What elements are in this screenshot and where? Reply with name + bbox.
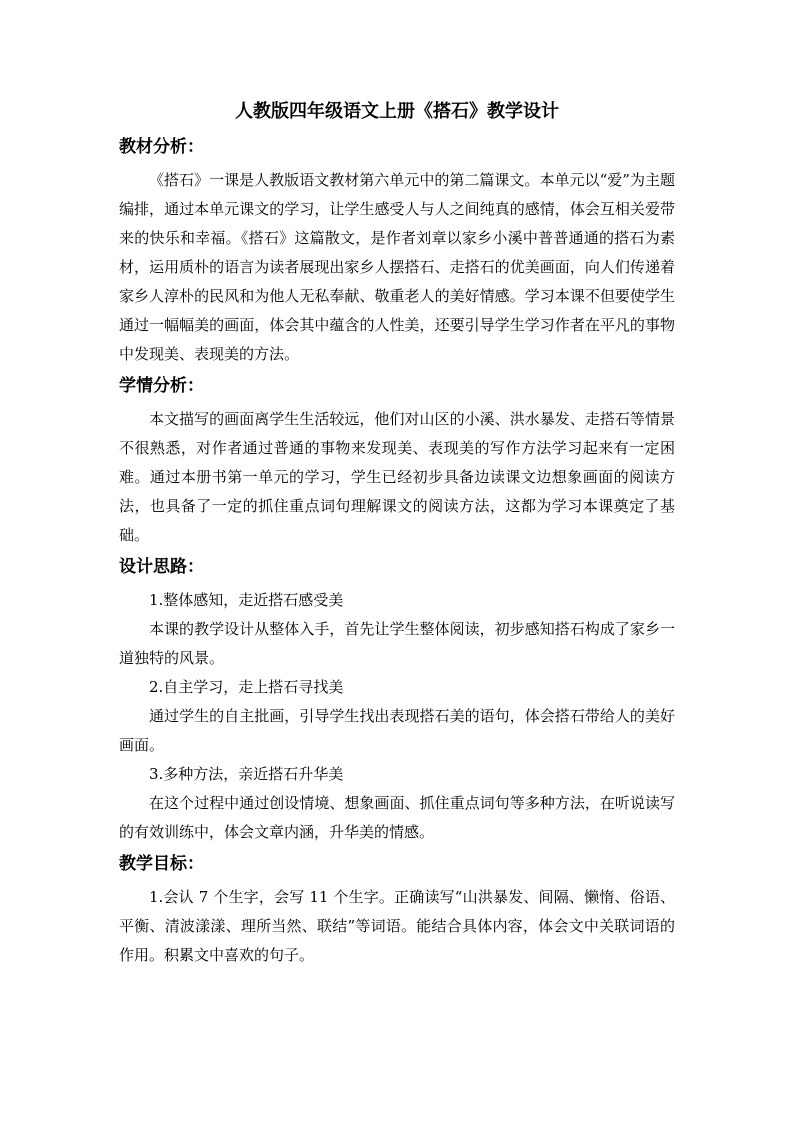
paragraph-learner-analysis: 本文描写的画面离学生生活较远，他们对山区的小溪、洪水暴发、走搭石等情景不很熟悉，对作者通过普通的事物来发现美、表现美的写作方法学习起来有一定困难。通过本册书第一单元的学习，学生已经初步具备边读课文边想象画面的阅读方法，也具备了一定的抓住重点词句理解课文的阅读方法，这都为学习本课奠定了基础。 bbox=[119, 410, 675, 544]
heading-teaching-objectives: 教学目标： bbox=[119, 854, 204, 874]
heading-design-ideas: 设计思路： bbox=[119, 557, 204, 577]
design-item-title-2: 2.自主学习，走上搭石寻找美 bbox=[149, 678, 344, 696]
design-item-text-2: 通过学生的自主批画，引导学生找出表现搭石美的语句，体会搭石带给人的美好画面。 bbox=[119, 707, 675, 754]
design-item-title-3: 3.多种方法，亲近搭石升华美 bbox=[149, 765, 344, 783]
section-learner-analysis bbox=[119, 371, 675, 550]
document-page bbox=[119, 98, 675, 972]
paragraph-teaching-objectives: 1.会认 7 个生字，会写 11 个生字。正确读写“山洪暴发、间隔、懒惰、俗语、平衡、清波漾漾、理所当然、联结”等词语。能结合具体内容，体会文中关联词语的作用。积累文中喜欢的句子。 bbox=[119, 888, 675, 964]
section-teaching-objectives bbox=[119, 849, 675, 970]
section-material-analysis bbox=[119, 132, 675, 369]
design-item-text-3: 在这个过程中通过创设情境、想象画面、抓住重点词句等多种方法，在听说读写的有效训练中，体会文章内涵，升华美的情感。 bbox=[119, 794, 675, 841]
section-design-ideas bbox=[119, 552, 675, 847]
design-item-title-1: 1.整体感知，走近搭石感受美 bbox=[149, 591, 344, 609]
design-item-text-1: 本课的教学设计从整体入手，首先让学生整体阅读，初步感知搭石构成了家乡一道独特的风景。 bbox=[119, 620, 675, 667]
document-title: 人教版四年级语文上册《搭石》教学设计 bbox=[235, 101, 559, 122]
heading-learner-analysis: 学情分析： bbox=[119, 376, 204, 396]
heading-material-analysis: 教材分析： bbox=[119, 137, 204, 157]
paragraph-material-analysis: 《搭石》一课是人教版语文教材第六单元中的第二篇课文。本单元以“爱”为主题编排，通过本单元课文的学习，让学生感受人与人之间纯真的感情，体会互相关爱带来的快乐和幸福。《搭石》这篇散文，是作者刘章以家乡小溪中普普通通的搭石为素材，运用质朴的语言为读者展现出家乡人摆搭石、走搭石的优美画面，向人们传递着家乡人淳朴的民风和为他人无私奉献、敬重老人的美好情感。学习本课不但要使学生通过一幅幅美的画面，体会其中蕴含的人性美，还要引导学生学习作者在平凡的事物中发现美、表现美的方法。 bbox=[119, 171, 675, 363]
